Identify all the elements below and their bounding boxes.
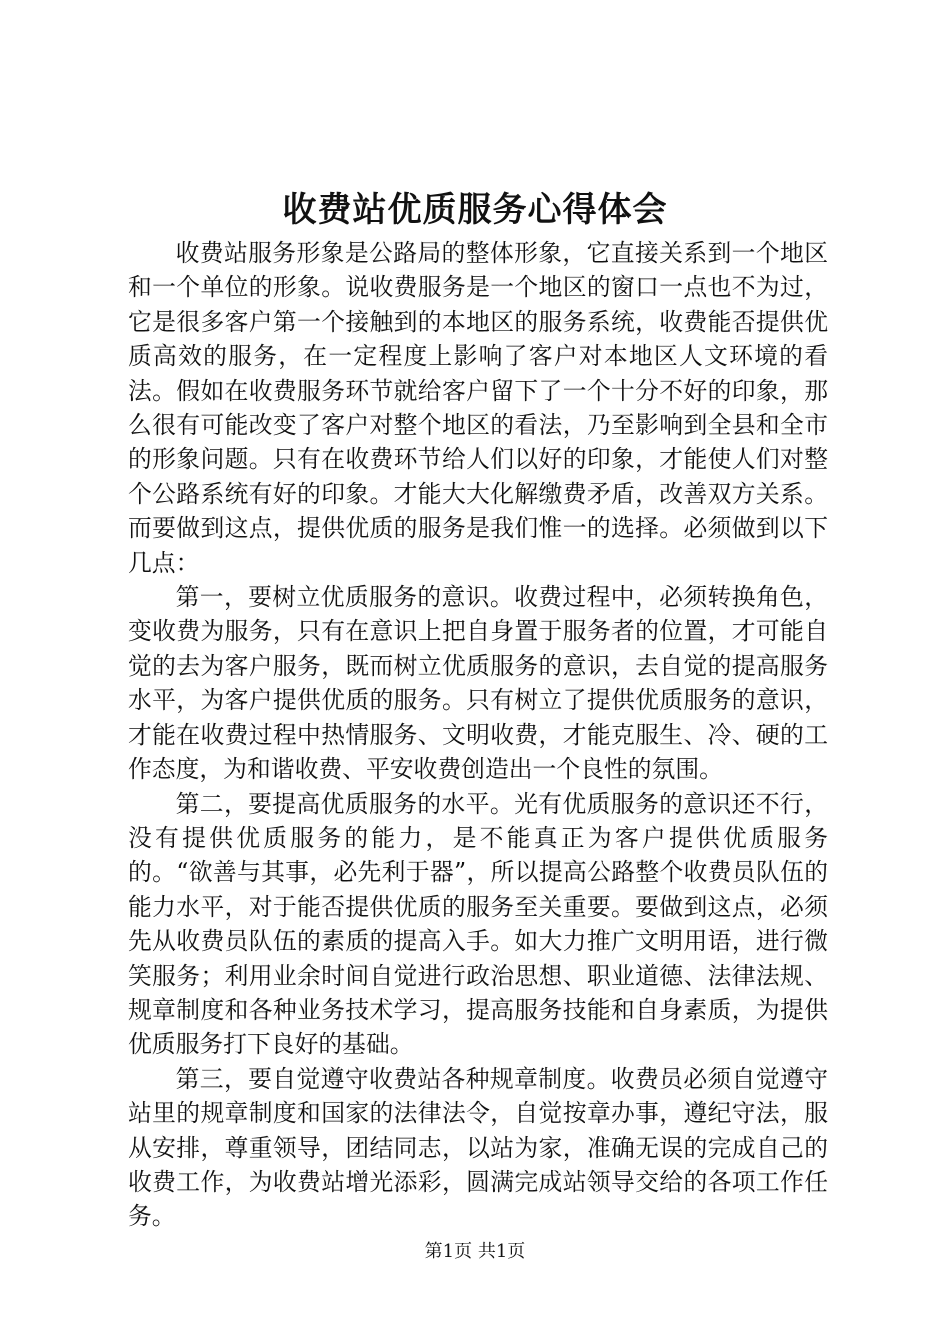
- paragraph-first-point: 第一，要树立优质服务的意识。收费过程中，必须转换角色，变收费为服务，只有在意识上把自身置于服务者的位置，才可能自觉的去为客户服务，既而树立优质服务的意识，去自觉的提高服务水平，为客户提供优质的服务。只有树立了提供优质服务的意识，才能在收费过程中热情服务、文明收费，才能克服生、冷、硬的工作态度，为和谐收费、平安收费创造出一个良性的氛围。: [128, 583, 828, 784]
- page-number-footer: 第1页 共1页: [424, 1241, 526, 1262]
- paragraph-intro: 收费站服务形象是公路局的整体形象，它直接关系到一个地区和一个单位的形象。说收费服务是一个地区的窗口一点也不为过，它是很多客户第一个接触到的本地区的服务系统，收费能否提供优质高效的服务，在一定程度上影响了客户对本地区人文环境的看法。假如在收费服务环节就给客户留下了一个十分不好的印象，那么很有可能改变了客户对整个地区的看法，乃至影响到全县和全市的形象问题。只有在收费环节给人们以好的印象，才能使人们对整个公路系统有好的印象。才能大大化解缴费矛盾，改善双方关系。而要做到这点，提供优质的服务是我们惟一的选择。必须做到以下几点：: [128, 239, 828, 577]
- paragraph-second-point: 第二，要提高优质服务的水平。光有优质服务的意识还不行，没有提供优质服务的能力，是不能真正为客户提供优质服务的。“欲善与其事，必先利于器”，所以提高公路整个收费员队伍的能力水平，对于能否提供优质的服务至关重要。要做到这点，必须先从收费员队伍的素质的提高入手。如大力推广文明用语，进行微笑服务；利用业余时间自觉进行政治思想、职业道德、法律法规、规章制度和各种业务技术学习，提高服务技能和自身素质，为提供优质服务打下良好的基础。: [128, 789, 828, 1059]
- document-title: 收费站优质服务心得体会: [282, 190, 668, 230]
- document-body: [128, 236, 828, 1234]
- paragraph-third-point: 第三，要自觉遵守收费站各种规章制度。收费员必须自觉遵守站里的规章制度和国家的法律法令，自觉按章办事，遵纪守法，服从安排，尊重领导，团结同志，以站为家，准确无误的完成自己的收费工作，为收费站增光添彩，圆满完成站领导交给的各项工作任务。: [128, 1064, 828, 1231]
